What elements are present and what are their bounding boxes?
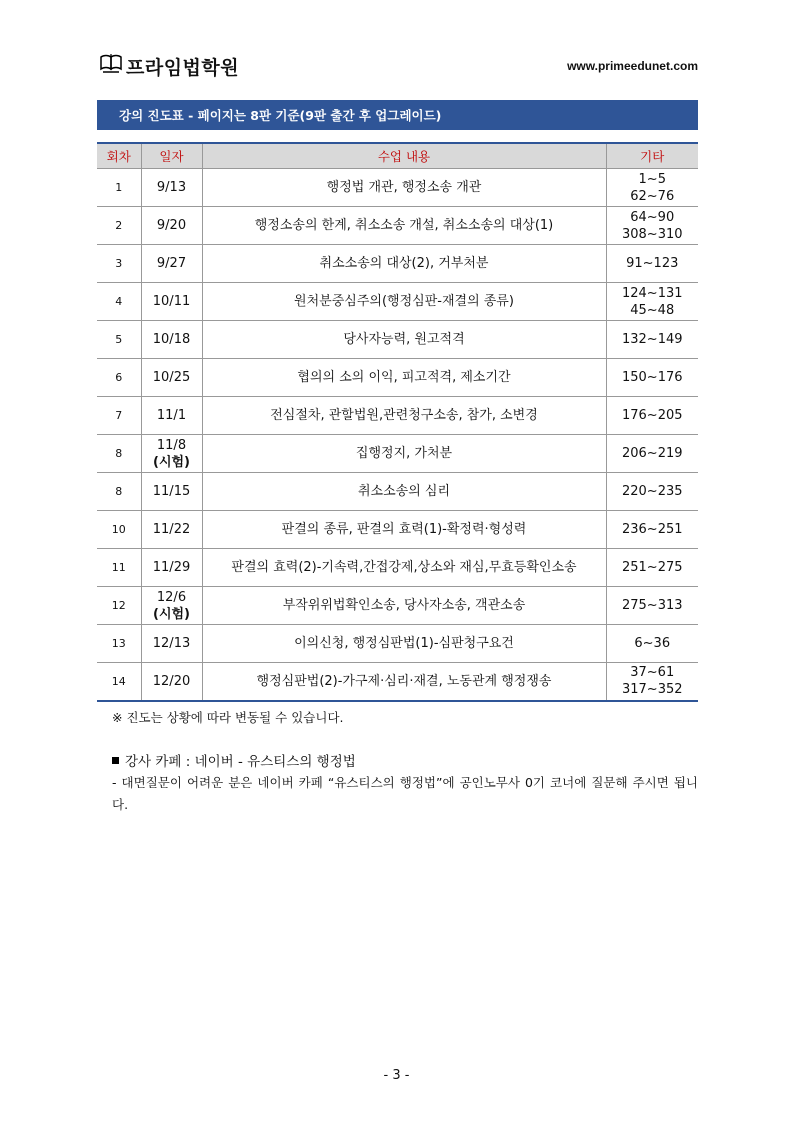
session-number: 5 xyxy=(97,321,141,359)
lesson-content: 당사자능력, 원고적격 xyxy=(202,321,606,359)
page-range xyxy=(606,207,698,245)
session-date xyxy=(141,587,202,625)
lesson-content: 집행정지, 가처분 xyxy=(202,435,606,473)
schedule-note: ※ 진도는 상황에 따라 변동될 수 있습니다. xyxy=(112,710,344,725)
session-date xyxy=(141,245,202,283)
page-range-line: 37~61 xyxy=(630,665,675,681)
date-text: 11/1 xyxy=(156,408,187,423)
logo-text: 프라임법학원 xyxy=(126,56,240,79)
date-text: 11/22 xyxy=(152,522,191,537)
lesson-content: 이의신청, 행정심판법(1)-심판청구요건 xyxy=(202,625,606,663)
session-date xyxy=(141,283,202,321)
page-range-line: 275~313 xyxy=(621,598,683,613)
lesson-content: 취소소송의 심리 xyxy=(202,473,606,511)
page-range xyxy=(606,473,698,511)
session-number: 6 xyxy=(97,359,141,397)
page-range-line: 150~176 xyxy=(621,370,683,385)
lesson-content: 부작위위법확인소송, 당사자소송, 객관소송 xyxy=(202,587,606,625)
table-row xyxy=(97,283,698,321)
session-number: 4 xyxy=(97,283,141,321)
page-header xyxy=(100,52,698,80)
page-range-line: 91~123 xyxy=(626,256,679,271)
page-range xyxy=(606,283,698,321)
session-date xyxy=(141,359,202,397)
page-range xyxy=(606,663,698,701)
date-text: 9/20 xyxy=(156,218,187,233)
page-range-line: 132~149 xyxy=(621,332,683,347)
cafe-title: 강사 카페 : 네이버 - 유스티스의 행정법 xyxy=(125,754,356,770)
exam-label: (시험) xyxy=(153,454,190,470)
lesson-content: 행정심판법(2)-가구제·심리·재결, 노동관계 행정쟁송 xyxy=(202,663,606,701)
lesson-content: 취소소송의 대상(2), 거부처분 xyxy=(202,245,606,283)
table-row xyxy=(97,511,698,549)
table-row xyxy=(97,663,698,701)
session-date xyxy=(141,473,202,511)
schedule-banner xyxy=(97,100,698,130)
page-range-line: 62~76 xyxy=(630,188,675,204)
session-number: 7 xyxy=(97,397,141,435)
page-range xyxy=(606,625,698,663)
date-text: 9/13 xyxy=(156,180,187,195)
session-number: 12 xyxy=(97,587,141,625)
page-range-line: 124~131 xyxy=(621,285,683,301)
lesson-content: 원처분중심주의(행정심판-재결의 종류) xyxy=(202,283,606,321)
table-row xyxy=(97,321,698,359)
table-row xyxy=(97,245,698,283)
date-text: 11/29 xyxy=(152,560,191,575)
date-text: 12/6 xyxy=(156,589,187,605)
session-number: 3 xyxy=(97,245,141,283)
session-date xyxy=(141,435,202,473)
page-range-line: 1~5 xyxy=(638,171,666,187)
lesson-content: 판결의 종류, 판결의 효력(1)-확정력·형성력 xyxy=(202,511,606,549)
session-number: 8 xyxy=(97,435,141,473)
table-row xyxy=(97,625,698,663)
session-date xyxy=(141,397,202,435)
date-text: 11/15 xyxy=(152,484,191,499)
session-number: 11 xyxy=(97,549,141,587)
page-range-line: 176~205 xyxy=(621,408,683,423)
exam-label: (시험) xyxy=(153,606,190,622)
session-date xyxy=(141,625,202,663)
header-content: 수업 내용 xyxy=(202,143,606,169)
logo xyxy=(100,53,239,80)
table-header-row xyxy=(97,143,698,169)
table-row xyxy=(97,207,698,245)
table-body xyxy=(97,169,698,701)
session-number: 8 xyxy=(97,473,141,511)
page-range-line: 220~235 xyxy=(621,484,683,499)
page-range xyxy=(606,321,698,359)
page-number: - 3 - xyxy=(383,1068,410,1083)
lesson-content: 판결의 효력(2)-기속력,간접강제,상소와 재심,무효등확인소송 xyxy=(202,549,606,587)
date-text: 10/18 xyxy=(152,332,191,347)
page-range-line: 317~352 xyxy=(621,682,683,698)
square-bullet-icon xyxy=(112,757,119,764)
session-number: 2 xyxy=(97,207,141,245)
page-range-line: 308~310 xyxy=(621,226,683,242)
date-text: 9/27 xyxy=(156,256,187,271)
page-range-line: 251~275 xyxy=(621,560,683,575)
session-date xyxy=(141,321,202,359)
table-row xyxy=(97,587,698,625)
table-row xyxy=(97,549,698,587)
header-session: 회차 xyxy=(97,143,141,169)
session-date xyxy=(141,663,202,701)
lesson-content: 행정법 개관, 행정소송 개관 xyxy=(202,169,606,207)
date-text: 12/20 xyxy=(152,673,191,689)
session-number: 14 xyxy=(97,663,141,701)
session-number: 1 xyxy=(97,169,141,207)
header-etc: 기타 xyxy=(606,143,698,169)
date-text: 12/13 xyxy=(152,636,191,651)
table-row xyxy=(97,359,698,397)
page-range xyxy=(606,549,698,587)
page-range-line: 236~251 xyxy=(621,522,683,537)
page-range-line: 6~36 xyxy=(634,636,671,651)
lesson-content: 협의의 소의 이익, 피고적격, 제소기간 xyxy=(202,359,606,397)
session-date xyxy=(141,207,202,245)
cafe-heading xyxy=(112,750,356,770)
cafe-description: - 대면질문이 어려운 분은 네이버 카페 “유스티스의 행정법”에 공인노무사 0기 코너에 질문해 주시면 됩니다. xyxy=(112,775,698,812)
site-url[interactable]: www.primeedunet.com xyxy=(567,59,698,73)
page-range-line: 206~219 xyxy=(621,446,683,461)
page-range-line: 64~90 xyxy=(630,209,675,225)
session-date xyxy=(141,511,202,549)
lesson-content: 전심절차, 관할법원,관련청구소송, 참가, 소변경 xyxy=(202,397,606,435)
table-row xyxy=(97,435,698,473)
table-row xyxy=(97,397,698,435)
page-range-line: 45~48 xyxy=(630,302,675,318)
date-text: 11/8 xyxy=(156,437,187,453)
table-row xyxy=(97,169,698,207)
page-range xyxy=(606,587,698,625)
lesson-content: 행정소송의 한계, 취소소송 개설, 취소소송의 대상(1) xyxy=(202,207,606,245)
schedule-table xyxy=(97,142,698,702)
header-date: 일자 xyxy=(141,143,202,169)
table-row xyxy=(97,473,698,511)
page-range xyxy=(606,435,698,473)
page-range xyxy=(606,359,698,397)
book-logo-icon xyxy=(100,54,122,78)
page-range xyxy=(606,397,698,435)
date-text: 10/11 xyxy=(152,294,191,309)
session-date xyxy=(141,549,202,587)
date-text: 10/25 xyxy=(152,370,191,385)
page-range xyxy=(606,511,698,549)
session-number: 10 xyxy=(97,511,141,549)
page-range xyxy=(606,245,698,283)
banner-title: 강의 진도표 - 페이지는 8판 기준(9판 출간 후 업그레이드) xyxy=(119,108,442,123)
page-range xyxy=(606,169,698,207)
session-number: 13 xyxy=(97,625,141,663)
session-date xyxy=(141,169,202,207)
